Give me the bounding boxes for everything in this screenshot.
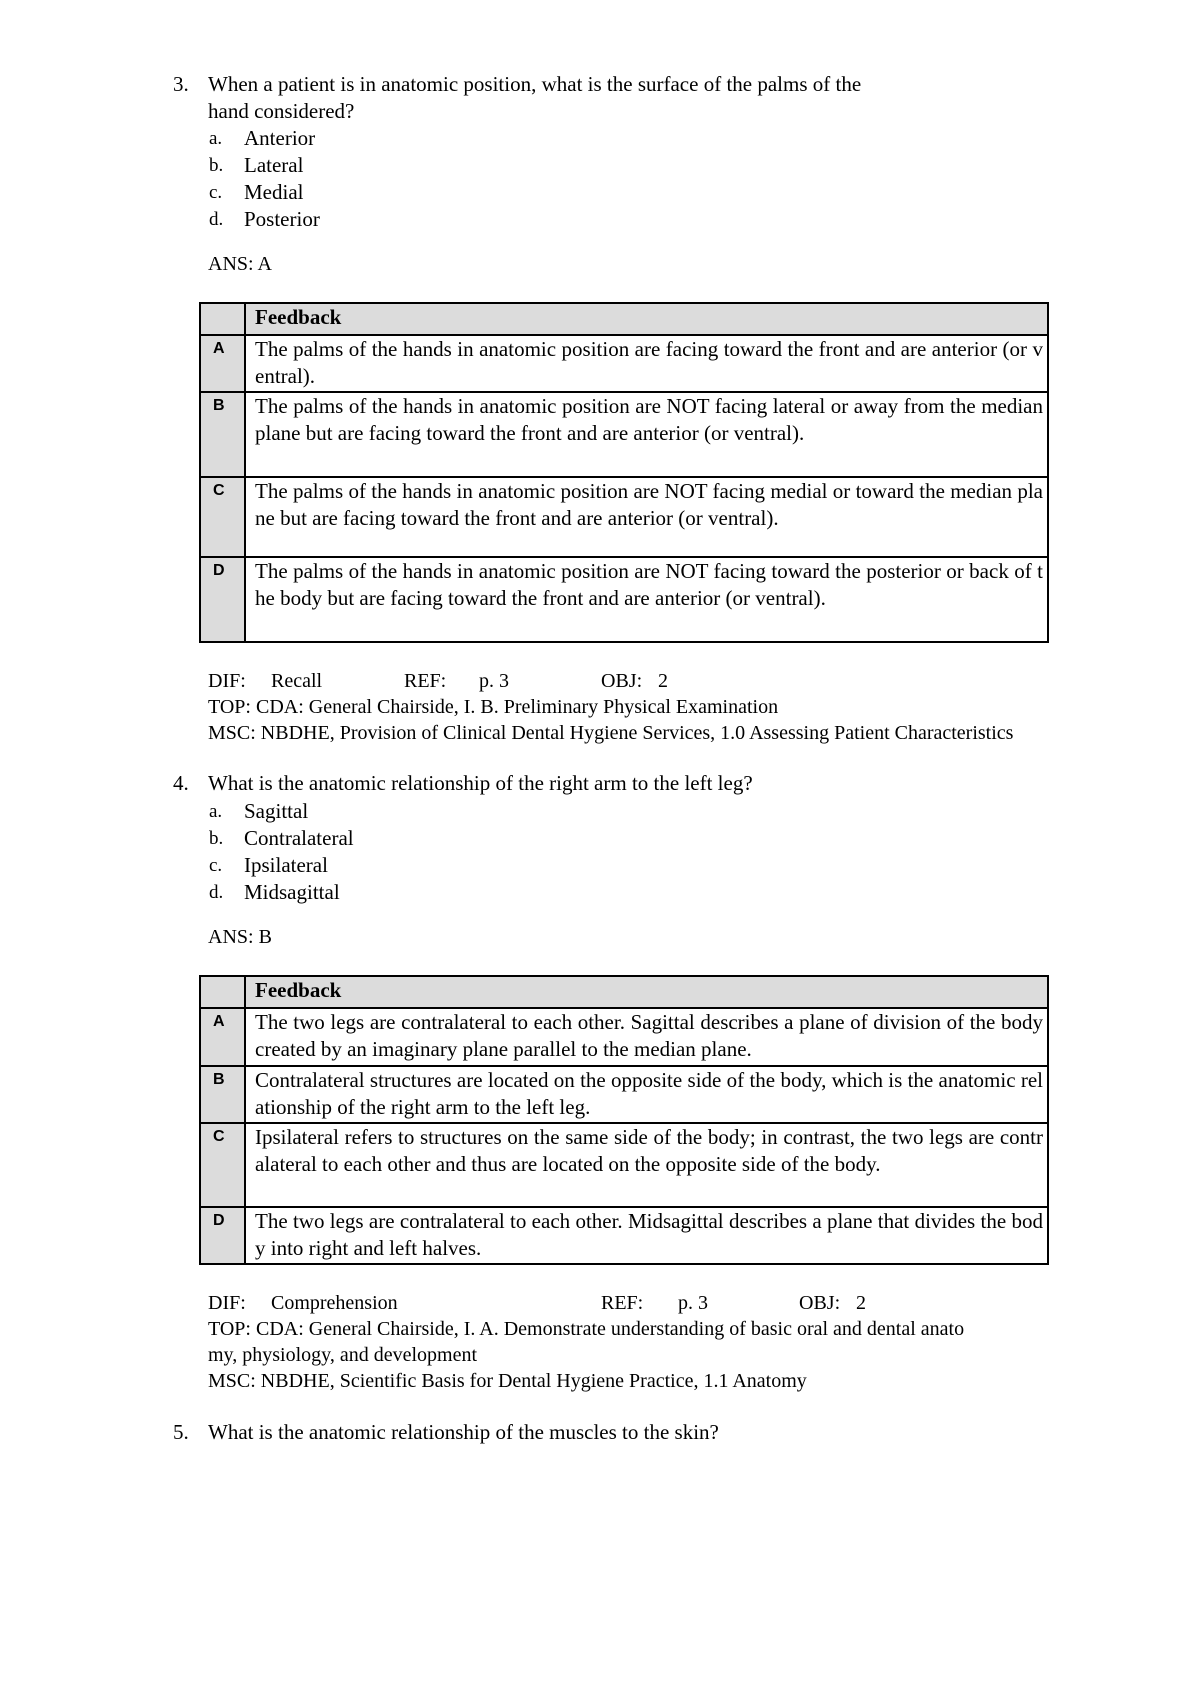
dif-label: DIF: bbox=[208, 1292, 246, 1314]
option-letter: a. bbox=[209, 801, 223, 822]
obj-label: OBJ: bbox=[601, 670, 643, 692]
feedback-text: Contralateral structures are located on the opposite side of the body, which is the anatomic relationship of the right arm to the left leg. bbox=[245, 1066, 1048, 1123]
feedback-row bbox=[200, 477, 1048, 557]
option-letter: d. bbox=[209, 882, 224, 903]
answer-key: ANS: A bbox=[208, 253, 272, 275]
option-letter: d. bbox=[209, 209, 224, 230]
question-number: 5. bbox=[173, 1420, 189, 1444]
feedback-letter: B bbox=[200, 1066, 245, 1123]
feedback-text: The two legs are contralateral to each other. Midsagittal describes a plane that divides the body into right and left halves. bbox=[245, 1207, 1048, 1264]
option-letter: c. bbox=[209, 182, 223, 203]
feedback-letter: A bbox=[200, 335, 245, 392]
feedback-letter: B bbox=[200, 392, 245, 477]
topic-line: TOP: CDA: General Chairside, I. A. Demonstrate understanding of basic oral and dental anato bbox=[208, 1318, 965, 1340]
feedback-header-blank bbox=[200, 303, 245, 335]
option-text: Posterior bbox=[244, 207, 320, 231]
feedback-row bbox=[200, 1066, 1048, 1123]
option-text: Contralateral bbox=[244, 826, 354, 850]
feedback-letter: D bbox=[200, 557, 245, 642]
question-stem-line: What is the anatomic relationship of the right arm to the left leg? bbox=[208, 771, 753, 795]
obj-value: 2 bbox=[658, 670, 668, 692]
option-text: Midsagittal bbox=[244, 880, 340, 904]
feedback-row bbox=[200, 557, 1048, 642]
dif-value: Comprehension bbox=[271, 1292, 398, 1314]
option-text: Lateral bbox=[244, 153, 304, 177]
option-text: Ipsilateral bbox=[244, 853, 328, 877]
topic-line: TOP: CDA: General Chairside, I. B. Preliminary Physical Examination bbox=[208, 696, 779, 718]
question-stem-line: What is the anatomic relationship of the muscles to the skin? bbox=[208, 1420, 719, 1444]
feedback-text: The palms of the hands in anatomic position are NOT facing toward the posterior or back of the body but are facing toward the front and are anterior (or ventral). bbox=[245, 557, 1048, 642]
option-text: Anterior bbox=[244, 126, 316, 150]
msc-line: MSC: NBDHE, Scientific Basis for Dental Hygiene Practice, 1.1 Anatomy bbox=[208, 1370, 807, 1392]
feedback-table bbox=[199, 975, 1049, 1265]
feedback-letter: C bbox=[200, 477, 245, 557]
feedback-header-row bbox=[200, 303, 1048, 335]
obj-label: OBJ: bbox=[799, 1292, 841, 1314]
feedback-header-blank bbox=[200, 976, 245, 1008]
feedback-row bbox=[200, 1008, 1048, 1066]
option-text: Medial bbox=[244, 180, 304, 204]
feedback-text: The palms of the hands in anatomic position are NOT facing medial or toward the median plane but are facing toward the front and are anterior (or ventral). bbox=[245, 477, 1048, 557]
topic-line: my, physiology, and development bbox=[208, 1344, 478, 1366]
feedback-header: Feedback bbox=[245, 976, 1048, 1008]
feedback-text: Ipsilateral refers to structures on the same side of the body; in contrast, the two legs are contralateral to each other and thus are located on the opposite side of the body. bbox=[245, 1123, 1048, 1207]
ref-label: REF: bbox=[404, 670, 447, 692]
feedback-header-row bbox=[200, 976, 1048, 1008]
feedback-row bbox=[200, 335, 1048, 392]
answer-key: ANS: B bbox=[208, 926, 272, 948]
option-text: Sagittal bbox=[244, 799, 309, 823]
ref-label: REF: bbox=[601, 1292, 644, 1314]
obj-value: 2 bbox=[856, 1292, 866, 1314]
feedback-text: The palms of the hands in anatomic position are facing toward the front and are anterior (or ventral). bbox=[245, 335, 1048, 392]
ref-value: p. 3 bbox=[678, 1292, 708, 1314]
question-number: 3. bbox=[173, 72, 189, 96]
feedback-letter: C bbox=[200, 1123, 245, 1207]
feedback-row bbox=[200, 1207, 1048, 1264]
feedback-row bbox=[200, 1123, 1048, 1207]
option-letter: a. bbox=[209, 128, 223, 149]
msc-line: MSC: NBDHE, Provision of Clinical Dental Hygiene Services, 1.0 Assessing Patient Characteristics bbox=[208, 722, 1014, 744]
question-stem-line: hand considered? bbox=[208, 99, 355, 123]
feedback-text: The two legs are contralateral to each other. Sagittal describes a plane of division of the body created by an imaginary plane parallel to the median plane. bbox=[245, 1008, 1048, 1066]
question-stem-line: When a patient is in anatomic position, what is the surface of the palms of the bbox=[208, 72, 862, 96]
option-letter: b. bbox=[209, 155, 224, 176]
feedback-row bbox=[200, 392, 1048, 477]
feedback-header: Feedback bbox=[245, 303, 1048, 335]
option-letter: b. bbox=[209, 828, 224, 849]
question-number: 4. bbox=[173, 771, 189, 795]
feedback-letter: A bbox=[200, 1008, 245, 1066]
feedback-letter: D bbox=[200, 1207, 245, 1264]
dif-value: Recall bbox=[271, 670, 323, 692]
feedback-text: The palms of the hands in anatomic position are NOT facing lateral or away from the median plane but are facing toward the front and are anterior (or ventral). bbox=[245, 392, 1048, 477]
ref-value: p. 3 bbox=[479, 670, 509, 692]
dif-label: DIF: bbox=[208, 670, 246, 692]
option-letter: c. bbox=[209, 855, 223, 876]
feedback-table bbox=[199, 302, 1049, 643]
